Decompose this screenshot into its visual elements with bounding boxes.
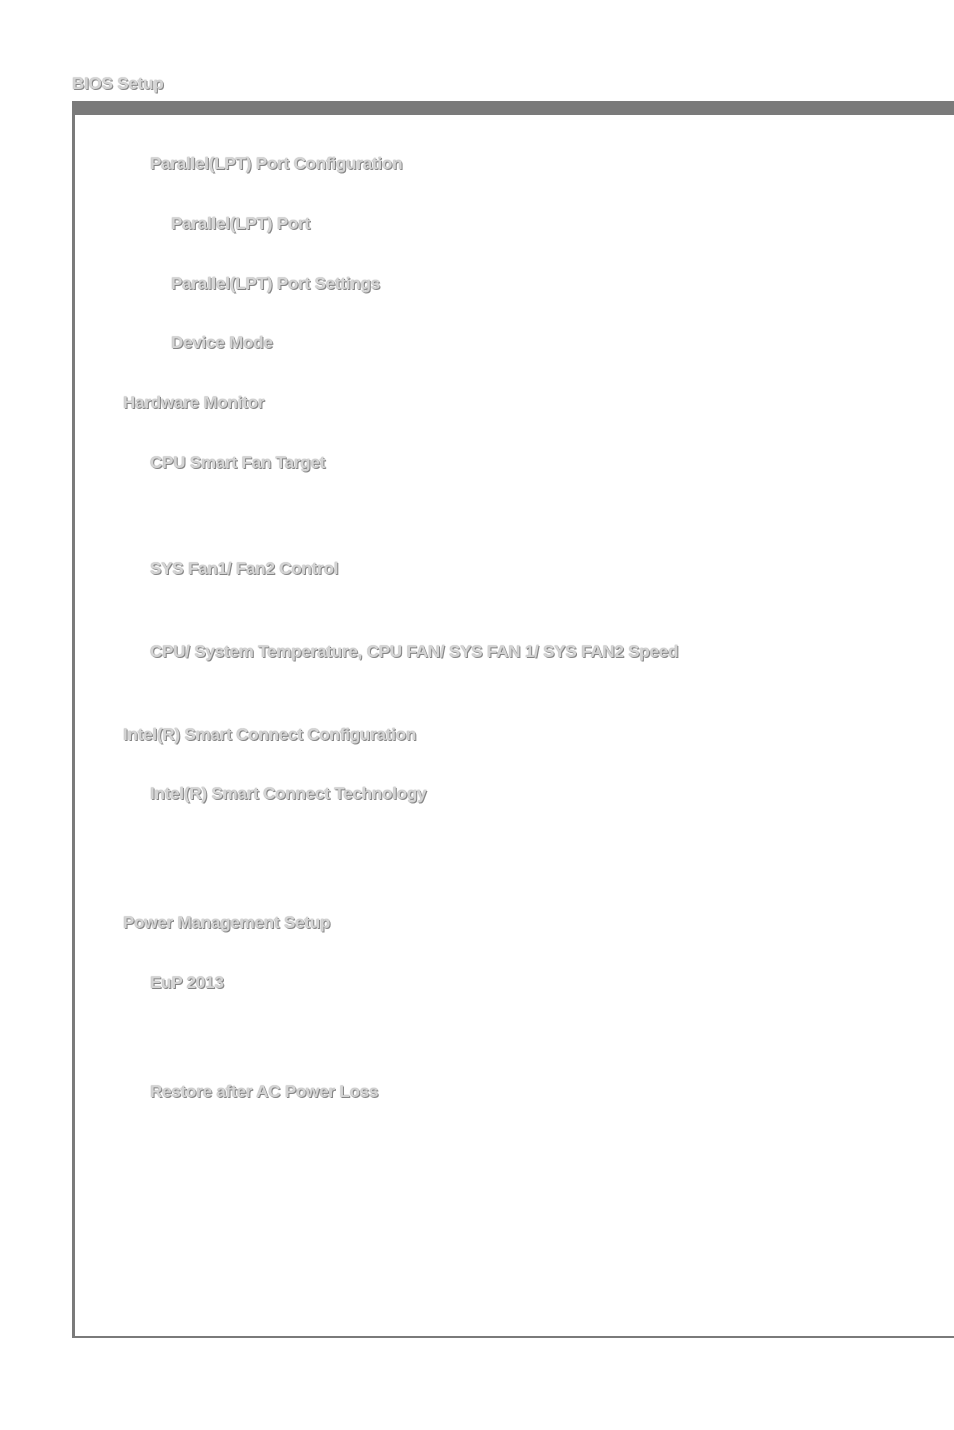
item-restore-after-ac-power-loss: Restore after AC Power Loss	[150, 1082, 379, 1101]
item-hardware-monitor: Hardware Monitor	[123, 393, 265, 412]
item-sys-fan-control: SYS Fan1/ Fan2 Control	[150, 559, 339, 578]
frame-top-bar	[75, 101, 954, 115]
item-temperature-fan-speed: CPU/ System Temperature, CPU FAN/ SYS FAN 1/ SYS FAN2 Speed	[150, 642, 679, 661]
item-parallel-port-settings: Parallel(LPT) Port Settings	[171, 274, 381, 293]
item-device-mode: Device Mode	[171, 333, 273, 352]
item-smart-connect-configuration: Intel(R) Smart Connect Configuration	[123, 725, 417, 744]
item-parallel-port: Parallel(LPT) Port	[171, 214, 311, 233]
item-eup-2013: EuP 2013	[150, 973, 224, 992]
item-parallel-port-configuration: Parallel(LPT) Port Configuration	[150, 154, 403, 173]
item-cpu-smart-fan-target: CPU Smart Fan Target	[150, 453, 326, 472]
item-power-management-setup: Power Management Setup	[123, 913, 331, 932]
item-smart-connect-technology: Intel(R) Smart Connect Technology	[150, 784, 427, 803]
section-header-label: BIOS Setup	[72, 74, 164, 93]
